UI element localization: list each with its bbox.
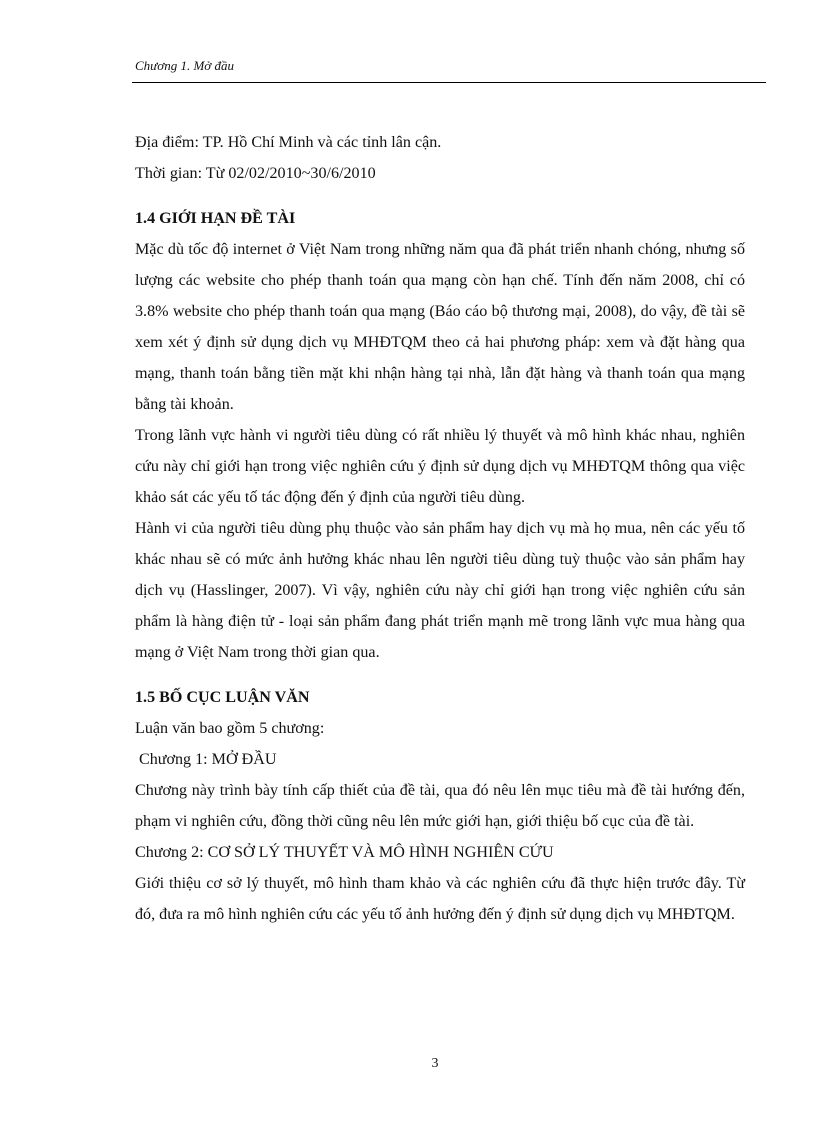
chapter-2-title: Chương 2: CƠ SỞ LÝ THUYẾT VÀ MÔ HÌNH NGHIÊN CỨU: [135, 844, 554, 861]
chapter-1-description: Chương này trình bày tính cấp thiết của đề tài, qua đó nêu lên mục tiêu mà đề tài hướng đến, phạm vi nghiên cứu, đồng thời cũng nêu lên mức giới hạn, giới thiệu bố cục của đề tài.: [135, 782, 745, 830]
structure-intro-paragraph: Luận văn bao gồm 5 chương:: [135, 720, 325, 737]
header-divider: [132, 82, 766, 83]
page-number: 3: [431, 1056, 439, 1071]
time-paragraph: Thời gian: Từ 02/02/2010~30/6/2010: [135, 165, 376, 182]
chapter-2-description: Giới thiệu cơ sở lý thuyết, mô hình tham khảo và các nghiên cứu đã thực hiện trước đây. Từ đó, đưa ra mô hình nghiên cứu các yếu tố ảnh hưởng đến ý định sử dụng dịch vụ MHĐTQM.: [135, 875, 745, 923]
limitations-paragraph-3: Hành vi của người tiêu dùng phụ thuộc vào sản phẩm hay dịch vụ mà họ mua, nên các yếu tố khác nhau sẽ có mức ảnh hưởng khác nhau lên người tiêu dùng tuỳ thuộc vào sản phẩm hay dịch vụ (Hasslinger, 2007). Vì vậy, nghiên cứu này chỉ giới hạn trong việc nghiên cứu sản phẩm là hàng điện tử - loại sản phẩm đang phát triển mạnh mẽ trong lãnh vực mua hàng qua mạng ở Việt Nam trong thời gian qua.: [135, 520, 745, 661]
section-heading-1-5: 1.5 BỐ CỤC LUẬN VĂN: [135, 689, 310, 706]
running-header: Chương 1. Mở đầu: [135, 58, 234, 73]
limitations-paragraph-2: Trong lãnh vực hành vi người tiêu dùng có rất nhiều lý thuyết và mô hình khác nhau, nghiên cứu này chỉ giới hạn trong việc nghiên cứu ý định sử dụng dịch vụ MHĐTQM thông qua việc khảo sát các yếu tố tác động đến ý định của người tiêu dùng.: [135, 427, 745, 506]
section-heading-1-4: 1.4 GIỚI HẠN ĐỀ TÀI: [135, 210, 296, 227]
location-paragraph: Địa điểm: TP. Hồ Chí Minh và các tỉnh lân cận.: [135, 134, 442, 151]
chapter-1-title: Chương 1: MỞ ĐẦU: [139, 751, 277, 768]
page-body: [135, 127, 745, 930]
limitations-paragraph-1: Mặc dù tốc độ internet ở Việt Nam trong những năm qua đã phát triển nhanh chóng, nhưng số lượng các website cho phép thanh toán qua mạng còn hạn chế. Tính đến năm 2008, chỉ có 3.8% website cho phép thanh toán qua mạng (Báo cáo bộ thương mại, 2008), do vậy, đề tài sẽ xem xét ý định sử dụng dịch vụ MHĐTQM theo cả hai phương pháp: xem và đặt hàng qua mạng, thanh toán bằng tiền mặt khi nhận hàng tại nhà, lẫn đặt hàng và thanh toán qua mạng bằng tài khoản.: [135, 241, 745, 413]
